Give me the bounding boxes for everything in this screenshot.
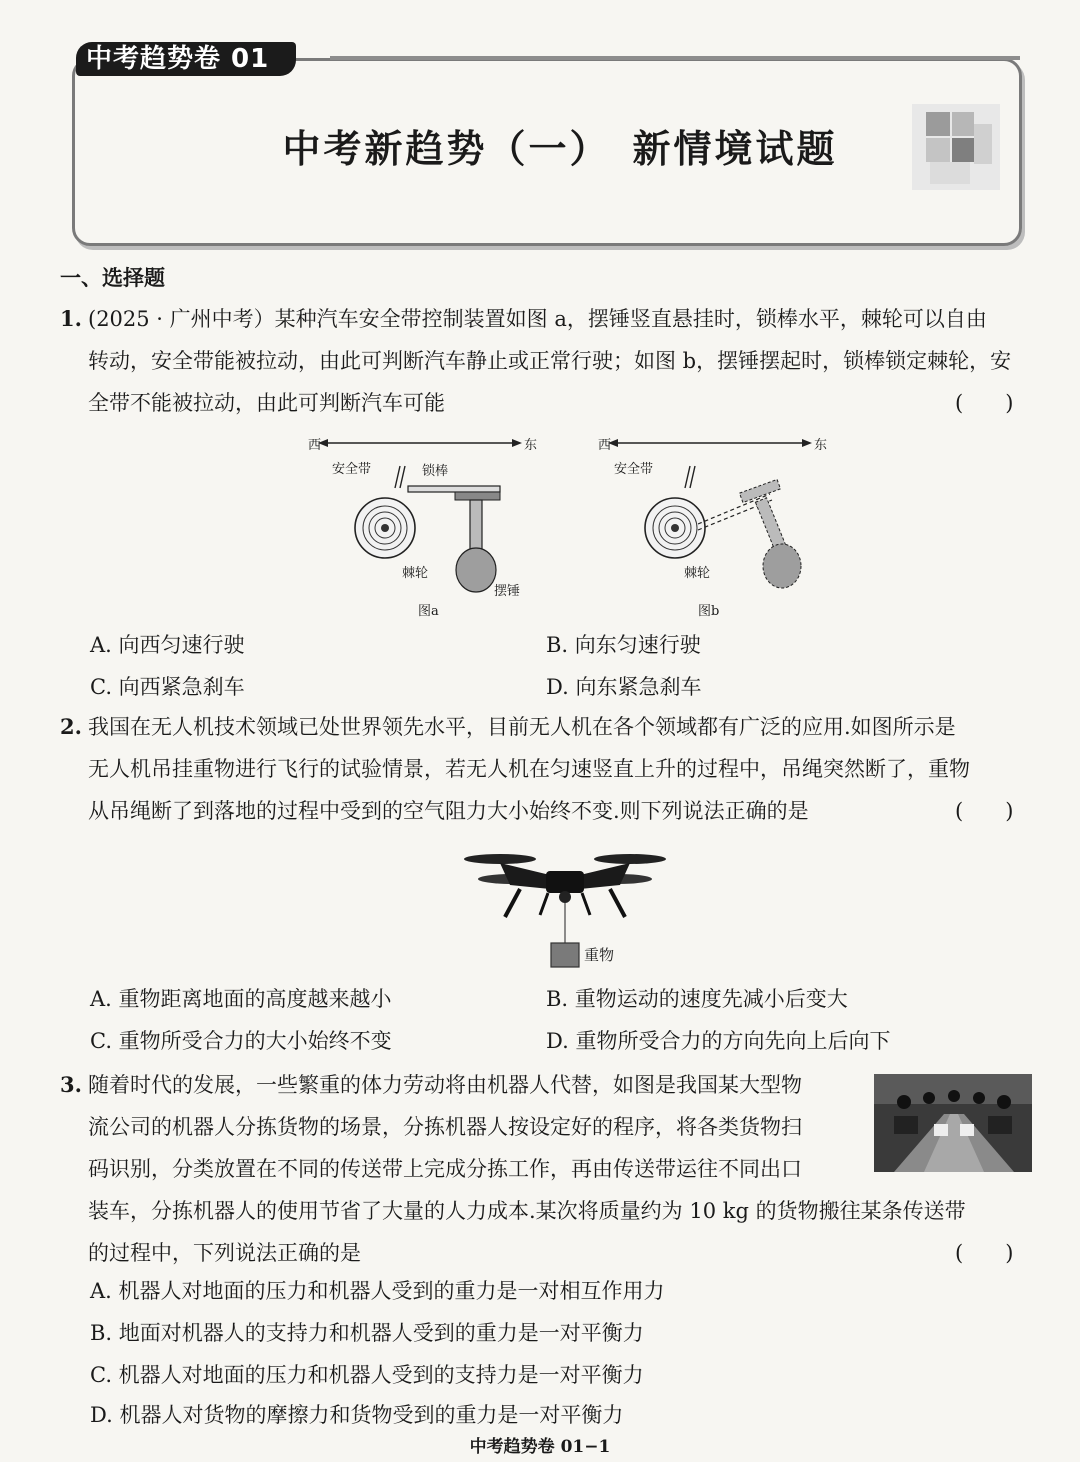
q2-number: 2.: [60, 714, 82, 739]
fig-a-caption: 图a: [418, 604, 439, 619]
q3-option-b[interactable]: B. 地面对机器人的支持力和机器人受到的重力是一对平衡力: [90, 1321, 644, 1345]
pendulum-b-icon: [763, 544, 801, 588]
q2-option-a[interactable]: A. 重物距离地面的高度越来越小: [90, 987, 392, 1011]
q2-line-3: 从吊绳断了到落地的过程中受到的空气阻力大小始终不变.则下列说法正确的是: [88, 799, 809, 823]
q1-answer-bracket: ( ): [955, 391, 1014, 415]
drone-icon: [460, 845, 670, 970]
q2-line-2: 无人机吊挂重物进行飞行的试验情景，若无人机在匀速竖直上升的过程中，吊绳突然断了，重物: [88, 757, 970, 781]
pendulum-a-icon: [456, 548, 496, 592]
q2-line-1: 我国在无人机技术领域已处世界领先水平，目前无人机在各个领域都有广泛的应用.如图所示是: [88, 715, 956, 739]
seatbelt-figure: [300, 428, 840, 620]
fig-a-east: 东: [524, 438, 538, 453]
weight-label: 重物: [584, 946, 615, 964]
weight-box: [551, 943, 579, 967]
section-heading: 一、选择题: [60, 265, 165, 290]
q1-line-2: 转动，安全带能被拉动，由此可判断汽车静止或正常行驶；如图 b，摆锤摆起时，锁棒锁定棘轮，安: [88, 349, 1012, 373]
q3-answer-bracket: ( ): [955, 1241, 1014, 1265]
q3-option-d[interactable]: D. 机器人对货物的摩擦力和货物受到的重力是一对平衡力: [90, 1403, 624, 1427]
q3-line-4: 装车，分拣机器人的使用节省了大量的人力成本.某次将质量约为 10 kg 的货物搬往某条传送带: [88, 1199, 966, 1223]
exam-tag: 中考趋势卷 01: [76, 42, 296, 76]
q1-option-d[interactable]: D. 向东紧急刹车: [546, 675, 702, 699]
fig-b-caption: 图b: [698, 604, 720, 619]
fig-a-belt-label: 安全带: [332, 462, 372, 477]
qr-code-blurred: [912, 104, 1000, 190]
robot-sorting-photo: [874, 1074, 1032, 1172]
q3-line-3: 码识别，分类放置在不同的传送带上完成分拣工作，再由传送带运往不同出口: [88, 1157, 802, 1181]
q1-line-1: (2025 · 广州中考）某种汽车安全带控制装置如图 a，摆锤竖直悬挂时，锁棒水平，棘轮可以自由: [88, 307, 987, 331]
fig-a-lock-label: 锁棒: [422, 464, 449, 479]
fig-a-west: 西: [308, 438, 322, 453]
q1-option-a[interactable]: A. 向西匀速行驶: [90, 633, 245, 657]
fig-b-west: 西: [598, 438, 612, 453]
q2-option-c[interactable]: C. 重物所受合力的大小始终不变: [90, 1029, 392, 1053]
q2-option-d[interactable]: D. 重物所受合力的方向先向上后向下: [546, 1029, 891, 1053]
q1-option-c[interactable]: C. 向西紧急刹车: [90, 675, 245, 699]
q1-line-3: 全带不能被拉动，由此可判断汽车可能: [88, 391, 445, 415]
q1-option-b[interactable]: B. 向东匀速行驶: [546, 633, 701, 657]
fig-a-ratchet-label: 棘轮: [402, 566, 429, 581]
fig-b-belt-label: 安全带: [614, 462, 654, 477]
q3-line-2: 流公司的机器人分拣货物的场景，分拣机器人按设定好的程序，将各类货物扫: [88, 1115, 802, 1139]
page-footer: 中考趋势卷 01−1: [469, 1437, 611, 1457]
q3-option-c[interactable]: C. 机器人对地面的压力和机器人受到的支持力是一对平衡力: [90, 1363, 644, 1387]
q3-number: 3.: [60, 1072, 82, 1097]
q3-line-5: 的过程中，下列说法正确的是: [88, 1241, 361, 1265]
title-rule: [330, 56, 1020, 60]
q3-option-a[interactable]: A. 机器人对地面的压力和机器人受到的重力是一对相互作用力: [90, 1279, 665, 1303]
lock-bar-a: [408, 486, 500, 492]
q2-option-b[interactable]: B. 重物运动的速度先减小后变大: [546, 987, 848, 1011]
fig-b-ratchet-label: 棘轮: [684, 566, 711, 581]
fig-a-pendulum-label: 摆锤: [494, 584, 521, 599]
q1-number: 1.: [60, 306, 82, 331]
fig-b-east: 东: [814, 438, 828, 453]
page-title: 中考新趋势（一） 新情境试题: [282, 126, 838, 171]
q2-answer-bracket: ( ): [955, 799, 1014, 823]
q3-line-1: 随着时代的发展，一些繁重的体力劳动将由机器人代替，如图是我国某大型物: [88, 1073, 802, 1097]
